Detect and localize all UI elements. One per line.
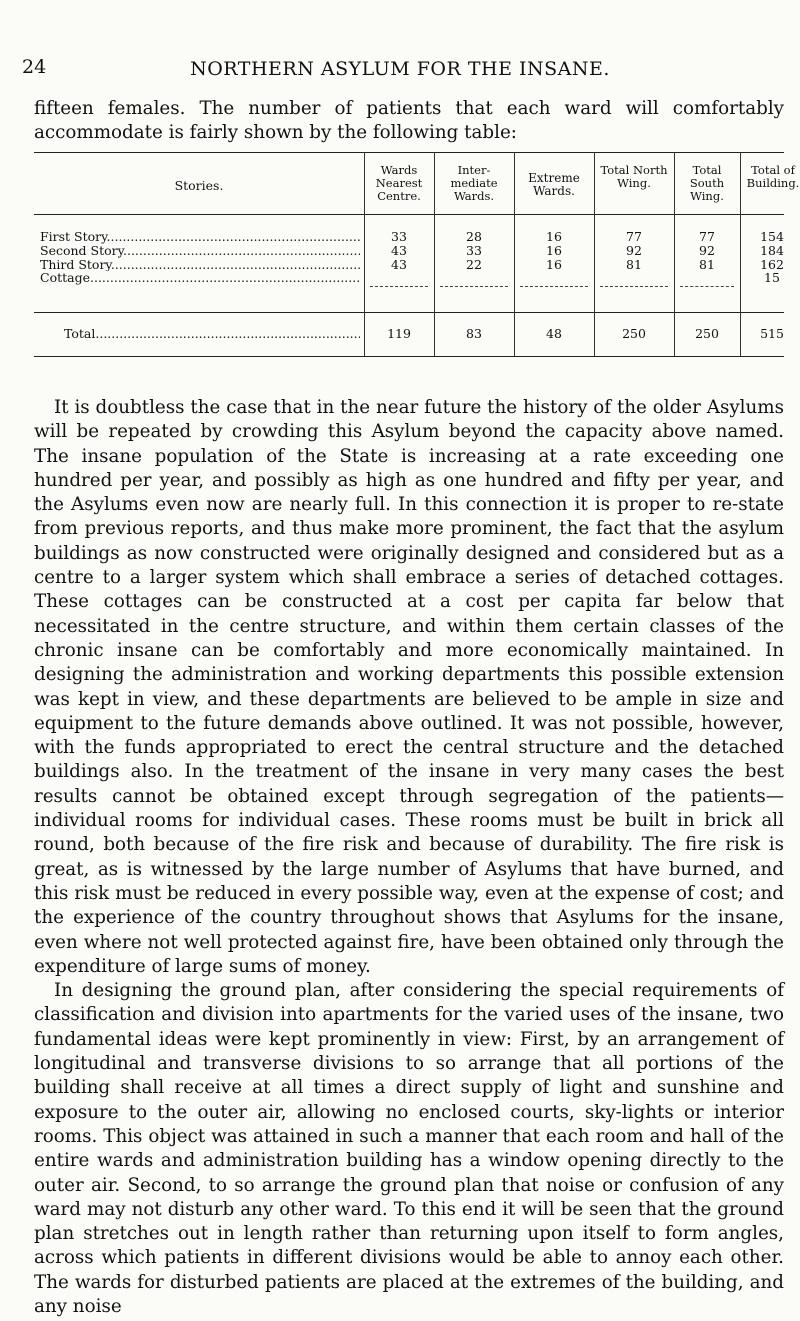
col-nearest-centre	[364, 230, 434, 271]
total-extreme	[514, 327, 594, 341]
cell-value: 43	[391, 242, 407, 258]
cell-value: 77	[626, 229, 642, 244]
cell-value: 162	[760, 256, 784, 272]
cell-value: 77	[699, 229, 715, 244]
total-building	[740, 327, 800, 341]
table-body-rule	[34, 312, 784, 313]
main-text	[34, 396, 784, 1319]
cell-value: 81	[699, 256, 715, 272]
cell-value: 33	[391, 229, 407, 244]
intro-paragraph	[34, 97, 784, 146]
table-header-rule	[34, 214, 784, 215]
ward-capacity-table	[34, 152, 800, 366]
page-number: 24	[22, 56, 47, 78]
col-building	[740, 230, 800, 285]
dashed-rule	[680, 286, 734, 287]
total-north	[594, 327, 674, 341]
cell-value: 119	[387, 326, 411, 341]
cell-value: 250	[622, 326, 646, 341]
cell-value: 92	[626, 242, 642, 258]
cell-value: 43	[391, 256, 407, 272]
total-intermediate	[434, 327, 514, 341]
cell-value: 16	[546, 242, 562, 258]
header-extreme: Extreme Wards.	[528, 171, 580, 198]
col-extreme	[514, 230, 594, 271]
cell-value: 83	[466, 326, 482, 341]
total-nearest-centre	[364, 327, 434, 341]
col-north	[594, 230, 674, 271]
dashed-rule	[520, 286, 588, 287]
header-building: Total of Building.	[746, 163, 800, 190]
header-stories: Stories.	[174, 178, 224, 193]
header-nearest-centre: Wards Nearest Centre.	[375, 163, 423, 203]
cell-value: 16	[546, 256, 562, 272]
table-top-rule	[34, 152, 784, 153]
paragraph: In designing the ground plan, after considering the special requirements of classification and division into apartments for the varied uses of the insane, two fundamental ideas were kept prominently in view: First, by an arrangement of longitudinal and transverse divisions to so arrange that all portions of the building shall receive at all times a direct supply of light and sunshine and exposure to the outer air, allowing no enclosed courts, sky-lights or interior rooms. This object was attained in such a manner that each room and hall of the entire wards and administration building has a window opening directly to the outer air. Second, to so arrange the ground plan that noise or confusion of any ward may not disturb any other ward. To this end it will be seen that the ground plan stretches out in length rather than returning upon itself to form angles, across which patients in different divisions would be able to annoy each other. The wards for disturbed patients are placed at the extremes of the building, and any noise	[34, 980, 784, 1317]
dashed-rule	[370, 286, 428, 287]
cell-value: 48	[546, 326, 562, 341]
cell-value: 16	[546, 229, 562, 244]
row-labels	[40, 230, 360, 285]
row-label: Third Story .....	[40, 258, 360, 272]
total-label: Total .....	[64, 327, 360, 341]
row-label: Cottage .....	[40, 271, 360, 285]
row-label: First Story .....	[40, 230, 360, 244]
running-title: NORTHERN ASYLUM FOR THE INSANE.	[190, 58, 610, 80]
cell-value: 154	[760, 229, 784, 244]
cell-value: 33	[466, 242, 482, 258]
intro-text: fifteen females. The number of patients that each ward will comfortably accommodate is fairly shown by the following table:	[34, 98, 784, 144]
cell-value: 515	[760, 326, 784, 341]
cell-value: 81	[626, 256, 642, 272]
dashed-rule	[440, 286, 508, 287]
cell-value: 184	[760, 242, 784, 258]
total-row-label	[64, 327, 360, 341]
total-south	[674, 327, 740, 341]
col-south	[674, 230, 740, 271]
header-south: Total South Wing.	[689, 163, 725, 203]
col-intermediate	[434, 230, 514, 271]
header-north: Total North Wing.	[600, 163, 668, 190]
table-bottom-rule	[34, 356, 784, 357]
cell-value: 22	[466, 256, 482, 272]
cell-value: 28	[466, 229, 482, 244]
cell-value: 250	[695, 326, 719, 341]
row-label: Second Story .....	[40, 244, 360, 258]
dashed-rule	[600, 286, 668, 287]
cell-value: 15	[764, 270, 780, 286]
header-intermediate: Inter- mediate Wards.	[450, 163, 498, 203]
paragraph: It is doubtless the case that in the near future the history of the older Asylums will be repeated by crowding this Asylum beyond the capacity above named. The insane population of the State is increasing at a rate exceeding one hundred per year, and possibly as high as one hundred and fifty per year, and the Asylums even now are nearly full. In this connection it is proper to re-state from previous reports, and thus make more prominent, the fact that the asylum buildings as now constructed were originally designed and considered but as a centre to a larger system which shall embrace a series of detached cottages. These cottages can be constructed at a cost per capita far below that necessitated in the centre structure, and within them certain classes of the chronic insane can be comfortably and more economically maintained. In designing the administration and working departments this possible extension was kept in view, and these departments are believed to be ample in size and equipment to the future demands above outlined. It was not possible, however, with the funds appropriated to erect the central structure and the detached buildings also. In the treatment of the insane in very many cases the best results cannot be obtained except through segregation of the patients—individual rooms for individual cases. These rooms must be built in brick all round, both because of the fire risk and because of durability. The fire risk is great, as is witnessed by the large number of Asylums that have burned, and this risk must be reduced in every possible way, even at the expense of cost; and the experience of the country throughout shows that Asylums for the insane, even where not well protected against fire, have been obtained only through the expenditure of large sums of money.	[34, 397, 784, 977]
cell-value: 92	[699, 242, 715, 258]
